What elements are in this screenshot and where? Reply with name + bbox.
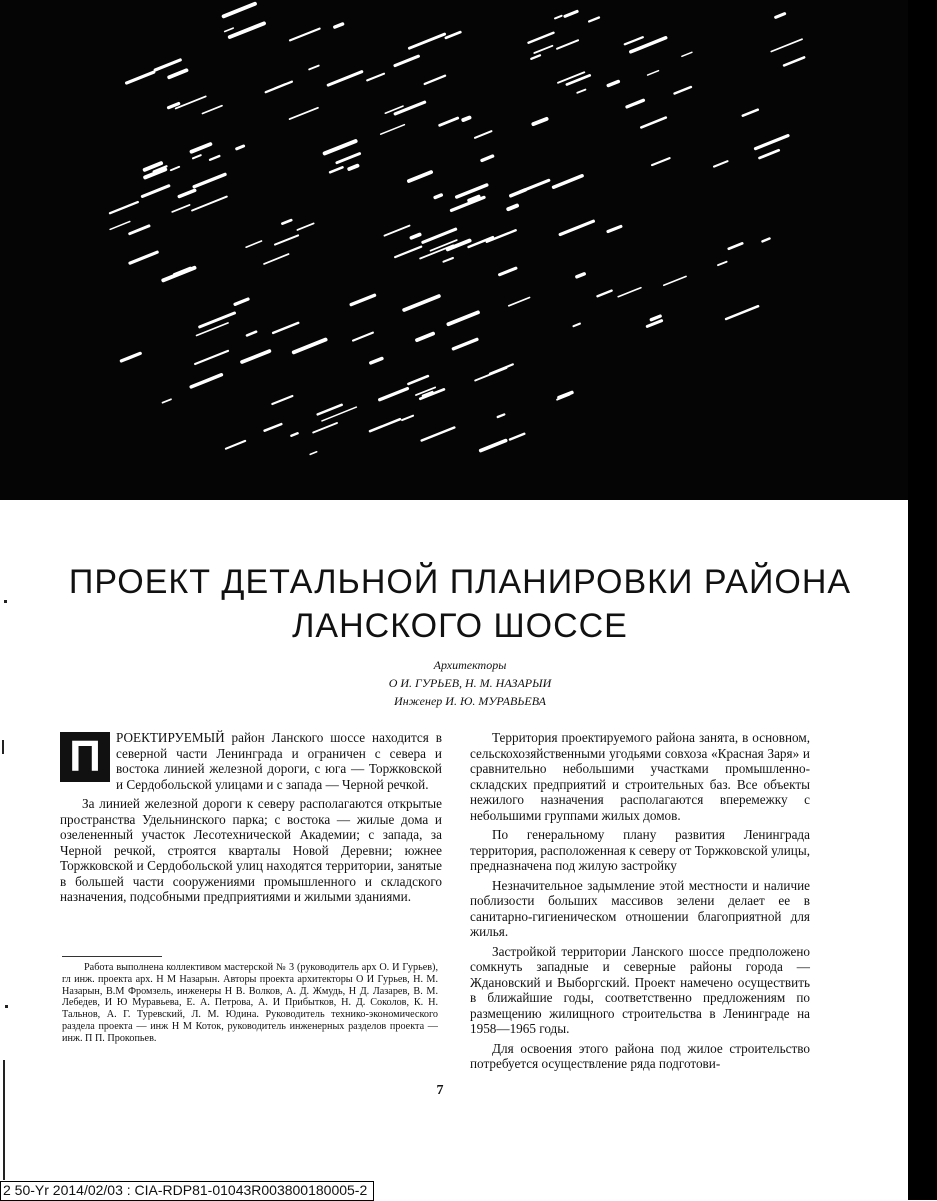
light-streak: [440, 118, 458, 125]
scan-margin-mark: [4, 600, 7, 603]
light-streak: [273, 323, 298, 333]
light-streak: [776, 14, 785, 18]
light-streak: [226, 441, 245, 449]
light-streak: [325, 141, 356, 153]
light-streak: [330, 167, 342, 172]
light-streak: [558, 72, 584, 83]
light-streak: [608, 226, 621, 231]
city-lights-image: [0, 0, 908, 500]
light-streak: [574, 324, 580, 327]
light-streak: [313, 423, 337, 433]
light-streak: [210, 156, 219, 160]
light-streak: [409, 34, 444, 48]
light-streak: [487, 230, 516, 242]
light-streak: [247, 332, 256, 336]
title-line-2: ЛАНСКОГО ШОССЕ: [292, 607, 628, 645]
light-streak: [577, 90, 585, 93]
light-streak: [508, 206, 517, 210]
light-streak: [265, 424, 282, 431]
light-streak: [520, 180, 549, 192]
light-streak: [318, 405, 342, 415]
light-streak: [246, 241, 261, 247]
light-streak: [560, 221, 593, 234]
light-streak: [446, 32, 460, 38]
light-streak: [651, 316, 660, 320]
light-streak: [155, 60, 180, 70]
light-streak: [337, 154, 360, 163]
light-streak: [509, 298, 530, 306]
light-streak: [498, 414, 505, 417]
light-streak: [130, 252, 157, 263]
light-streak: [457, 185, 487, 197]
light-streak: [328, 72, 362, 85]
light-streak: [224, 4, 255, 16]
light-streak: [408, 376, 428, 384]
light-streak: [163, 268, 194, 281]
left-column: [60, 730, 442, 909]
architects-names: О И. ГУРЬЕВ, Н. М. НАЗАРЫИ: [388, 676, 552, 690]
light-streak: [652, 158, 670, 165]
light-streak: [309, 66, 319, 70]
light-streak: [310, 452, 317, 455]
right-column: [470, 730, 810, 1076]
light-streak: [771, 39, 802, 51]
light-streak: [448, 312, 478, 324]
light-streak: [567, 75, 590, 84]
light-streak: [235, 299, 248, 304]
scan-edge-bar: [908, 0, 937, 1200]
left-paragraph-1: [60, 730, 442, 792]
light-streak: [225, 28, 234, 31]
light-streak: [192, 197, 227, 211]
footnote-rule: [62, 956, 162, 957]
light-streak: [453, 339, 477, 348]
lead-word: РОЕКТИРУЕМЫЙ: [116, 730, 225, 745]
light-streak: [557, 40, 578, 48]
dropcap: П: [60, 732, 110, 782]
light-streak: [682, 52, 692, 56]
light-streak: [531, 55, 540, 59]
light-streak: [130, 226, 149, 234]
light-streak: [163, 399, 172, 402]
light-streak: [760, 150, 779, 158]
light-streak: [423, 229, 456, 242]
left-paragraph-2: За линией железной дороги к северу располагаются открытые пространства Удельнинского парка; с востока — жилые дома и озелененный участок Лесотехнической Академии; с запада, за Черной речкой, строятся кварталы Новой Деревни; южнее Торжковской и Сердобольской улиц находятся территории, занятые в большей части сооружениями промышленного и складского назначения, подсобными предприятиями и жилыми зданиями.: [60, 796, 442, 904]
light-streak: [371, 359, 382, 363]
light-streak: [648, 71, 659, 75]
light-streak: [351, 295, 374, 304]
light-streak: [193, 155, 201, 158]
light-streak: [647, 321, 661, 327]
declassification-stamp: 2 50-Yr 2014/02/03 : CIA-RDP81-01043R003800180005-2: [0, 1181, 374, 1201]
light-streak: [756, 136, 789, 149]
light-streak: [402, 416, 413, 420]
light-streak: [490, 364, 513, 373]
architects-label: Архитекторы: [433, 658, 507, 672]
paragraph-text: район Ланского шоссе находится в северной части Ленинграда и ограничен с севера и востока линией железной дороги, с юга — Торжковской и Сердобольской улицами и с запада — Черной речкой.: [116, 730, 442, 792]
scan-margin-mark: [5, 1005, 8, 1008]
light-streak: [784, 57, 804, 65]
light-streak: [203, 106, 223, 114]
scan-margin-mark: [3, 1060, 5, 1180]
light-streak: [641, 118, 666, 128]
light-streak: [381, 125, 405, 135]
light-streak: [322, 407, 357, 421]
light-streak: [395, 56, 418, 65]
light-streak: [729, 243, 742, 248]
light-streak: [353, 333, 373, 341]
light-streak: [294, 340, 326, 353]
light-streak: [242, 351, 269, 362]
light-streak: [195, 351, 228, 364]
light-streak: [411, 235, 419, 238]
light-streak: [763, 239, 770, 242]
light-streak: [417, 334, 433, 341]
light-streak: [482, 156, 493, 160]
light-streak: [743, 110, 758, 116]
light-streak: [577, 274, 584, 277]
light-streak: [237, 146, 244, 149]
light-streak: [555, 16, 562, 19]
light-streak: [463, 118, 469, 120]
page-number: 7: [436, 1083, 444, 1098]
light-streak: [282, 220, 291, 224]
light-streak: [425, 76, 445, 84]
light-streak: [385, 226, 410, 236]
right-paragraph-5: Для освоения этого района под жилое строительство потребуется осуществление ряда подготови-: [470, 1040, 810, 1071]
light-streak: [264, 254, 288, 264]
footnote: Работа выполнена коллективом мастерской № 3 (руководитель арх О. И Гурьев), гл инж. проекта арх. Н М Назарын. Авторы проекта архитекторы О И Гурьев, Н. М. Назарын, В.М Фромзель, инженеры Н В. Волков, А. Д. Жмудь, Н Д. Лазарев, В. М. Лебедев, И Ю Муравьева, Е. А. Петрова, А. И Прибытков, Н. Д. Соколов, К. Н. Тальнов, А. Г. Туревский, Л. М. Юдина. Руководитель технико-экономического раздела проекта — инж Н М Коток, руководитель инженерных разделов проекта — инж. П П. Прокопьев.: [62, 962, 438, 1044]
light-streak: [110, 222, 130, 230]
light-streak: [230, 23, 264, 37]
title-line-1: ПРОЕКТ ДЕТАЛЬНОЙ ПЛАНИРОВКИ РАЙОНА: [68, 563, 852, 601]
light-streak: [481, 441, 506, 451]
engineer-line: Инженер И. Ю. МУРАВЬЕВА: [394, 694, 546, 708]
light-streak: [176, 96, 206, 108]
light-streak: [169, 70, 186, 77]
light-streak: [534, 46, 552, 53]
light-streak: [191, 375, 221, 387]
night-aerial-photo: [0, 0, 908, 500]
light-streak: [290, 108, 318, 119]
light-streak: [589, 18, 599, 22]
light-streak: [475, 131, 491, 138]
light-streak: [618, 288, 641, 297]
light-streak: [194, 174, 225, 186]
right-paragraph-4: Застройкой территории Ланского шоссе предположено сомкнуть западные и северные районы города — Ждановский и Выборгский. Проект намечено осуществить в ближайшие годы, соответственно предложениям по размещению жилищного строительства в Ленинграде на 1958—1965 годы.: [470, 943, 810, 1036]
light-streak: [554, 176, 583, 187]
light-streak: [664, 276, 686, 285]
light-streak: [290, 29, 320, 41]
light-streak: [529, 33, 554, 43]
light-streak: [179, 190, 194, 196]
light-streak: [409, 172, 431, 181]
light-streak: [404, 296, 439, 310]
light-streak: [367, 74, 384, 81]
scan-margin-mark: [2, 740, 4, 754]
light-streak: [275, 235, 298, 244]
light-streak: [444, 258, 453, 262]
light-streak: [171, 167, 179, 170]
light-streak: [127, 72, 154, 83]
light-streak: [500, 268, 516, 275]
light-streak: [718, 262, 727, 265]
right-paragraph-1: Территория проектируемого района занята, в основном, сельскохозяйственными угодьями совхоза «Красная Заря» и сравнительно небольшими участками промышленно-складских предприятий и строительных баз. Все объекты нежилого назначения располагаются вперемежку с небольшими группами жилых домов.: [470, 730, 810, 823]
light-streak: [510, 434, 524, 440]
light-streak: [335, 24, 343, 27]
light-streak: [380, 389, 408, 400]
light-streak: [142, 186, 168, 197]
light-streak: [714, 161, 728, 166]
light-streak: [192, 144, 211, 152]
right-paragraph-2: По генеральному плану развития Ленинграда территория, расположенная к северу от Торжковской улицы, предназначена под жилую застройку: [470, 827, 810, 873]
light-streak: [200, 313, 235, 327]
light-streak: [533, 119, 546, 124]
article-title: [60, 560, 860, 648]
light-streak: [435, 195, 441, 198]
light-streak: [110, 202, 138, 213]
light-streak: [370, 419, 400, 431]
light-streak: [172, 205, 189, 212]
light-streak: [422, 428, 455, 441]
light-streak: [297, 223, 313, 230]
light-streak: [598, 291, 612, 297]
light-streak: [121, 353, 140, 361]
light-streak: [608, 82, 618, 86]
light-streak: [675, 87, 691, 94]
light-streak: [726, 306, 758, 319]
light-streak: [565, 11, 577, 16]
light-streak: [395, 247, 421, 257]
light-streak: [625, 37, 643, 44]
credits-block: [250, 656, 690, 710]
light-streak: [420, 389, 444, 398]
light-streak: [349, 166, 357, 169]
light-streak: [291, 433, 297, 436]
light-streak: [272, 396, 292, 404]
right-paragraph-3: Незначительное задымление этой местности и наличие поблизости больших массивов зелени делает ее в санитарно-гигиеническом отношении благоприятной для жилья.: [470, 877, 810, 939]
light-streak: [627, 100, 643, 107]
